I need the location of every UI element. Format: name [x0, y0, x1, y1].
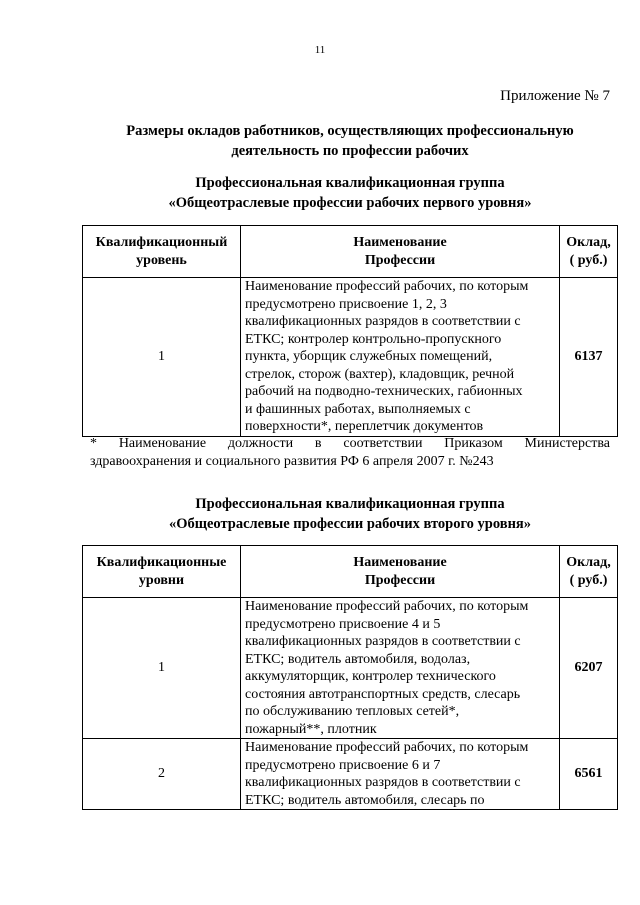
qualification-level-cell: 2 [83, 739, 241, 810]
profession-text-line: предусмотрено присвоение 4 и 5 [245, 616, 441, 632]
document-title-line: Размеры окладов работников, осуществляющих профессиональную [126, 123, 574, 139]
header-text: Профессии [364, 572, 436, 588]
profession-text-line: стрелок, сторож (вахтер), кладовщик, речной [245, 366, 515, 382]
header-profession-name [241, 226, 560, 278]
profession-text-line: состояния автотранспортных средств, слесарь [245, 686, 521, 702]
document-title [60, 121, 640, 161]
page-number: 11 [314, 44, 326, 56]
table-row [83, 598, 618, 739]
profession-text-line: предусмотрено присвоение 6 и 7 [245, 757, 441, 773]
profession-text-line: пожарный**, плотник [245, 721, 377, 737]
qualification-level-cell: 1 [83, 278, 241, 437]
header-text: уровень [136, 252, 187, 268]
header-profession-name [241, 546, 560, 598]
profession-text-line: Наименование профессий рабочих, по которым [245, 279, 529, 294]
group-title-line: «Общеотраслевые профессии рабочих первого уровня» [168, 195, 532, 211]
document-title-line: деятельность по профессии рабочих [231, 143, 469, 159]
profession-text-line: квалификационных разрядов в соответствии с [245, 775, 521, 790]
profession-text-line: рабочий на подводно-технических, габионных [245, 384, 523, 399]
profession-text-line: пункта, уборщик служебных помещений, [245, 349, 493, 364]
header-qualification-level [83, 546, 241, 598]
profession-text-line: ЕТКС; контролер контрольно-пропускного [245, 331, 502, 347]
profession-text-line: поверхности*, переплетчик документов [245, 419, 484, 434]
table-header-row [83, 546, 618, 598]
group-title-line: Профессиональная квалификационная группа [195, 496, 505, 512]
group-title-line: Профессиональная квалификационная группа [195, 175, 505, 191]
profession-list-cell [241, 739, 560, 810]
profession-text-line: Наименование профессий рабочих, по которым [245, 740, 529, 755]
header-text: ( руб.) [569, 252, 608, 268]
header-text: уровни [138, 572, 185, 588]
profession-text-line: Наименование профессий рабочих, по которым [245, 599, 529, 614]
salary-table-level1 [82, 225, 618, 437]
header-salary [560, 226, 618, 278]
header-text: Наименование [353, 235, 447, 250]
appendix-label: Приложение № 7 [500, 88, 610, 104]
profession-list-cell [241, 278, 560, 437]
salary-table-level2 [82, 545, 618, 810]
header-text: Квалификационный [95, 235, 228, 250]
header-text: Наименование [353, 555, 447, 570]
header-salary [560, 546, 618, 598]
table-header-row [83, 226, 618, 278]
profession-list-cell [241, 598, 560, 739]
profession-text-line: аккумуляторщик, контролер технического [245, 669, 496, 684]
table-row [83, 739, 618, 810]
profession-text-line: ЕТКС; водитель автомобиля, водолаз, [245, 651, 471, 667]
header-text: Профессии [364, 252, 436, 268]
profession-text-line: по обслуживанию тепловых сетей*, [245, 704, 460, 719]
profession-text-line: квалификационных разрядов в соответствии с [245, 314, 521, 329]
group-title-line: «Общеотраслевые профессии рабочих второго уровня» [168, 516, 532, 532]
salary-value-cell: 6207 [560, 598, 618, 739]
header-text: Оклад, [566, 235, 611, 250]
table-row [83, 278, 618, 437]
header-text: Квалификационные [96, 555, 227, 570]
header-text: ( руб.) [569, 572, 608, 588]
qualification-level-cell: 1 [83, 598, 241, 739]
group1-title [60, 173, 640, 213]
salary-value-cell: 6137 [560, 278, 618, 437]
footnote: * Наименование должности в соответствии Приказом Министерства [90, 436, 610, 451]
profession-text-line: и фашинных работах, выполняемых с [245, 401, 471, 417]
salary-value-cell: 6561 [560, 739, 618, 810]
profession-text-line: квалификационных разрядов в соответствии с [245, 634, 521, 649]
footnote-continuation: здравоохранения и социального развития РФ 6 апреля 2007 г. №243 [90, 454, 494, 469]
profession-text-line: ЕТКС; водитель автомобиля, слесарь по [245, 792, 485, 808]
header-qualification-level [83, 226, 241, 278]
group2-title [60, 494, 640, 534]
profession-text-line: предусмотрено присвоение 1, 2, 3 [245, 296, 447, 312]
header-text: Оклад, [566, 555, 611, 570]
